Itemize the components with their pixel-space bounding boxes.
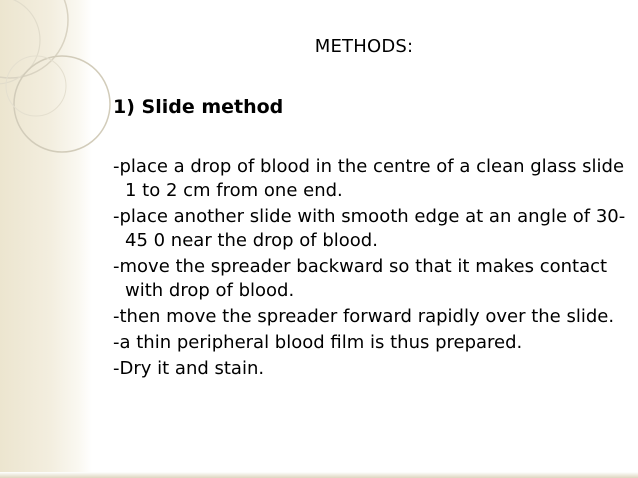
list-item: -a thin peripheral blood film is thus prepared.	[113, 332, 523, 353]
method-heading: 1) Slide method	[113, 96, 284, 118]
list-item: -place a drop of blood in the centre of a clean glass slide 1 to 2 cm from one end.	[113, 156, 625, 201]
slide-title: METHODS:	[314, 36, 414, 57]
decorative-circles-graphic	[0, 0, 160, 170]
list-item: -move the spreader backward so that it makes contact with drop of blood.	[113, 256, 608, 301]
decorative-bottom-shade	[0, 472, 638, 478]
list-item: -place another slide with smooth edge at an angle of 30-45 0 near the drop of blood.	[113, 206, 626, 251]
list-item: -then move the spreader forward rapidly over the slide.	[113, 306, 615, 327]
decorative-circle-small	[6, 56, 66, 116]
method-steps-list	[113, 155, 628, 383]
list-item: -Dry it and stain.	[113, 358, 265, 379]
